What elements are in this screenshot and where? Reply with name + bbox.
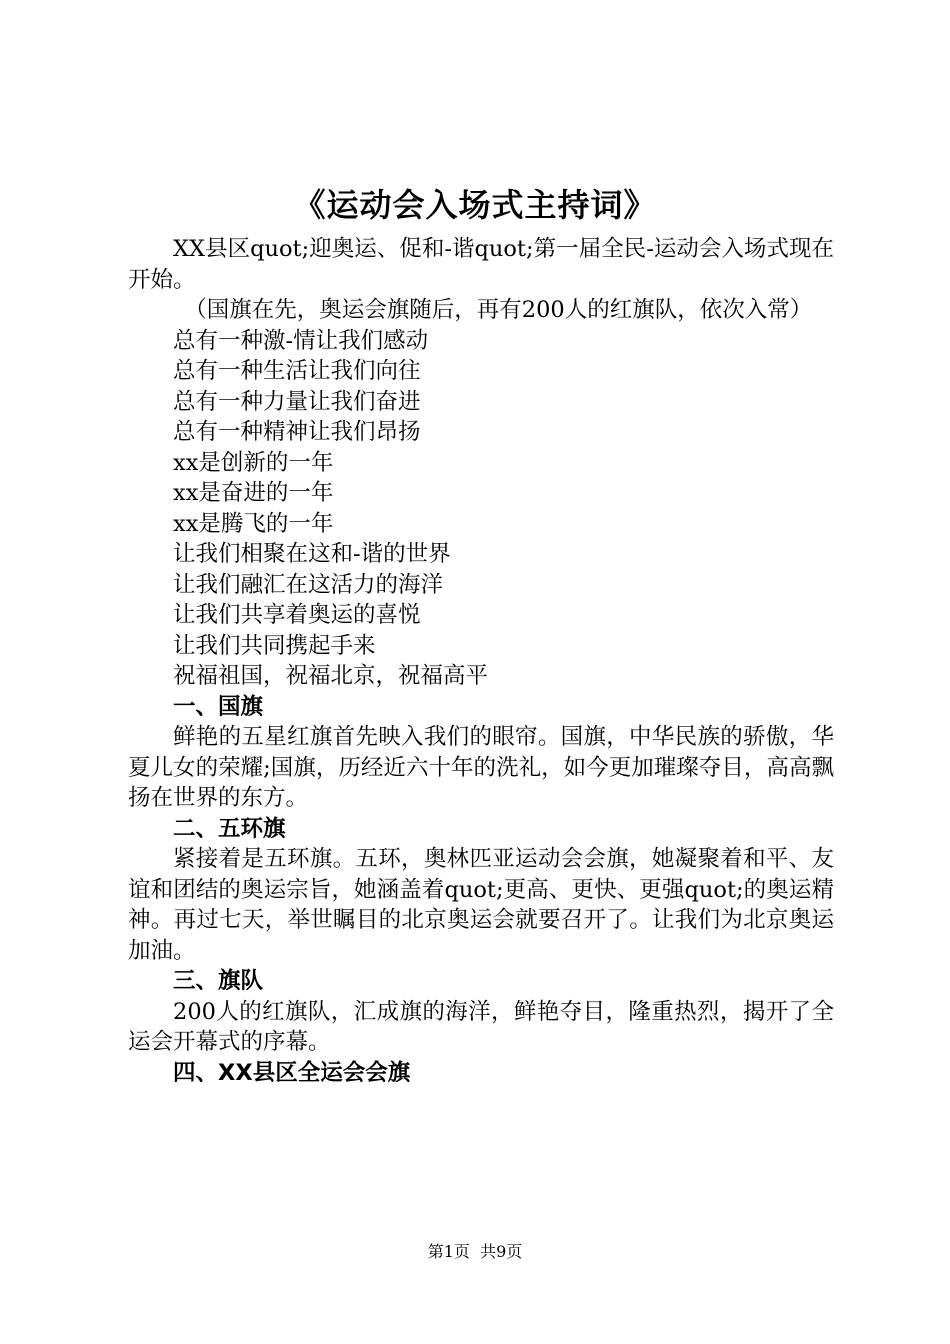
page-footer [0, 1240, 950, 1264]
poem-line: 让我们相聚在这和-谐的世界 [173, 541, 451, 567]
stage-direction-paragraph: （国旗在先，奥运会旗随后，再有200人的红旗队，依次入常） [184, 297, 813, 323]
poem-line: 让我们融汇在这活力的海洋 [173, 571, 444, 598]
poem-line: xx是腾飞的一年 [173, 510, 334, 537]
poem-line: 总有一种精神让我们昂扬 [173, 419, 421, 445]
section-heading: 二、五环旗 [173, 815, 286, 842]
section-heading: 四、XX县区全运会会旗 [173, 1059, 411, 1086]
section-heading: 三、旗队 [173, 968, 264, 994]
poem-line: 总有一种力量让我们奋进 [173, 388, 421, 415]
document-body [128, 234, 834, 1088]
poem-line: xx是奋进的一年 [173, 480, 334, 506]
document-title: 《运动会入场式主持词》 [293, 186, 657, 224]
poem-line: 让我们共享着奥运的喜悦 [173, 602, 421, 628]
poem-line: 祝福祖国，祝福北京，祝福高平 [173, 663, 489, 689]
intro-paragraph: XX县区quot;迎奥运、促和-谐quot;第一届全民-运动会入场式现在开始。 [128, 236, 834, 293]
poem-line: 让我们共同携起手来 [173, 632, 376, 659]
section-heading: 一、国旗 [173, 693, 264, 720]
page-number: 第1页 [427, 1242, 470, 1261]
poem-line: 总有一种生活让我们向往 [173, 358, 421, 384]
section-paragraph: 紧接着是五环旗。五环，奥林匹亚运动会会旗，她凝聚着和平、友谊和团结的奥运宗旨，她涵盖着quot;更高、更快、更强quot;的奥运精神。再过七天，举世瞩目的北京奥运会就要召开了。让我们为北京奥运加油。 [128, 846, 834, 964]
page-total: 共9页 [480, 1242, 523, 1261]
poem-line: xx是创新的一年 [173, 449, 334, 476]
section-paragraph: 200人的红旗队，汇成旗的海洋，鲜艳夺目，隆重热烈，揭开了全运会开幕式的序幕。 [128, 998, 834, 1055]
poem-line: 总有一种激-情让我们感动 [173, 327, 429, 354]
section-paragraph: 鲜艳的五星红旗首先映入我们的眼帘。国旗，中华民族的骄傲，华夏儿女的荣耀;国旗，历经近六十年的洗礼，如今更加璀璨夺目，高高飘扬在世界的东方。 [128, 724, 834, 811]
